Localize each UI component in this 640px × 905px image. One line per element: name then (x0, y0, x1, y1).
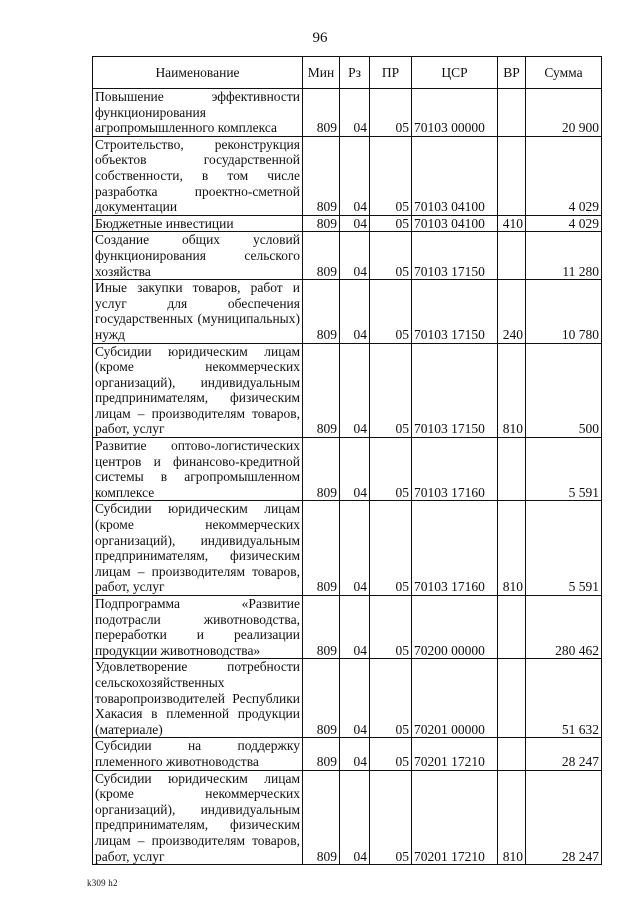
cell-rz: 04 (340, 438, 370, 501)
cell-rz: 04 (340, 215, 370, 232)
cell-pr: 05 (370, 215, 412, 232)
cell-pr: 05 (370, 232, 412, 280)
cell-vr: 810 (498, 770, 526, 865)
cell-rz: 04 (340, 280, 370, 343)
header-vr: ВР (498, 57, 526, 89)
cell-rz: 04 (340, 136, 370, 215)
cell-min: 809 (303, 215, 340, 232)
cell-pr: 05 (370, 659, 412, 738)
cell-csr: 70103 17160 (412, 501, 498, 596)
table-row (93, 89, 602, 137)
cell-name: Субсидии юридическим лицам (кроме некоммерческих организаций), индивидуальным предпринимателям, физическим лицам – производителям товаров, работ, услуг (93, 770, 303, 865)
cell-name: Строительство, реконструкция объектов государственной собственности, в том числе разработка проектно-сметной документации (93, 136, 303, 215)
cell-rz: 04 (340, 596, 370, 659)
cell-sum: 4 029 (526, 136, 602, 215)
cell-sum: 5 591 (526, 501, 602, 596)
cell-name: Подпрограмма «Развитие подотрасли животноводства, переработки и реализации продукции животноводства» (93, 596, 303, 659)
table-row (93, 596, 602, 659)
cell-min: 809 (303, 596, 340, 659)
header-rz: Рз (340, 57, 370, 89)
cell-min: 809 (303, 89, 340, 137)
cell-vr (498, 596, 526, 659)
cell-csr: 70103 17150 (412, 232, 498, 280)
cell-rz: 04 (340, 501, 370, 596)
cell-csr: 70201 17210 (412, 770, 498, 865)
cell-min: 809 (303, 232, 340, 280)
table-row (93, 501, 602, 596)
cell-rz: 04 (340, 770, 370, 865)
cell-pr: 05 (370, 501, 412, 596)
header-pr: ПР (370, 57, 412, 89)
cell-sum: 5 591 (526, 438, 602, 501)
cell-vr: 240 (498, 280, 526, 343)
cell-pr: 05 (370, 438, 412, 501)
table-row (93, 136, 602, 215)
cell-name: Субсидии на поддержку племенного животноводства (93, 738, 303, 770)
cell-name: Иные закупки товаров, работ и услуг для обеспечения государственных (муниципальных) нужд (93, 280, 303, 343)
cell-vr (498, 738, 526, 770)
table-row (93, 215, 602, 232)
cell-pr: 05 (370, 136, 412, 215)
cell-csr: 70103 17160 (412, 438, 498, 501)
cell-vr (498, 438, 526, 501)
cell-min: 809 (303, 438, 340, 501)
cell-vr: 810 (498, 501, 526, 596)
cell-pr: 05 (370, 343, 412, 438)
cell-vr (498, 89, 526, 137)
cell-min: 809 (303, 501, 340, 596)
cell-rz: 04 (340, 738, 370, 770)
cell-vr (498, 659, 526, 738)
table-row (93, 438, 602, 501)
cell-sum: 280 462 (526, 596, 602, 659)
header-min: Мин (303, 57, 340, 89)
cell-rz: 04 (340, 343, 370, 438)
cell-sum: 500 (526, 343, 602, 438)
cell-name: Субсидии юридическим лицам (кроме некоммерческих организаций), индивидуальным предпринимателям, физическим лицам – производителям товаров, работ, услуг (93, 501, 303, 596)
footer-code: k309 h2 (87, 878, 118, 888)
cell-csr: 70103 00000 (412, 89, 498, 137)
cell-min: 809 (303, 280, 340, 343)
cell-sum: 20 900 (526, 89, 602, 137)
cell-sum: 28 247 (526, 738, 602, 770)
cell-name: Субсидии юридическим лицам (кроме некоммерческих организаций), индивидуальным предпринимателям, физическим лицам – производителям товаров, работ, услуг (93, 343, 303, 438)
cell-csr: 70103 04100 (412, 136, 498, 215)
table-row (93, 232, 602, 280)
cell-sum: 51 632 (526, 659, 602, 738)
cell-rz: 04 (340, 659, 370, 738)
table-row (93, 738, 602, 770)
cell-csr: 70103 17150 (412, 343, 498, 438)
cell-min: 809 (303, 770, 340, 865)
page-number: 96 (312, 30, 328, 46)
cell-name: Создание общих условий функционирования сельского хозяйства (93, 232, 303, 280)
cell-csr: 70200 00000 (412, 596, 498, 659)
cell-vr: 410 (498, 215, 526, 232)
cell-name: Удовлетворение потребности сельскохозяйственных товаропроизводителей Республики Хакасия в племенной продукции (материале) (93, 659, 303, 738)
cell-rz: 04 (340, 89, 370, 137)
cell-csr: 70103 17150 (412, 280, 498, 343)
cell-min: 809 (303, 343, 340, 438)
cell-pr: 05 (370, 89, 412, 137)
budget-table (92, 56, 602, 865)
cell-name: Развитие оптово-логистических центров и финансово-кредитной системы в агропромышленном комплексе (93, 438, 303, 501)
table-row (93, 659, 602, 738)
cell-min: 809 (303, 136, 340, 215)
cell-pr: 05 (370, 738, 412, 770)
cell-csr: 70201 17210 (412, 738, 498, 770)
header-csr: ЦСР (412, 57, 498, 89)
cell-name: Бюджетные инвестиции (93, 215, 303, 232)
header-sum: Сумма (526, 57, 602, 89)
cell-vr (498, 232, 526, 280)
header-name: Наименование (93, 57, 303, 89)
cell-sum: 10 780 (526, 280, 602, 343)
cell-pr: 05 (370, 596, 412, 659)
cell-vr: 810 (498, 343, 526, 438)
cell-sum: 11 280 (526, 232, 602, 280)
table-row (93, 343, 602, 438)
table-header-row (93, 57, 602, 89)
cell-sum: 28 247 (526, 770, 602, 865)
cell-sum: 4 029 (526, 215, 602, 232)
cell-name: Повышение эффективности функционирования агропромышленного комплекса (93, 89, 303, 137)
cell-pr: 05 (370, 770, 412, 865)
cell-min: 809 (303, 659, 340, 738)
cell-csr: 70103 04100 (412, 215, 498, 232)
cell-rz: 04 (340, 232, 370, 280)
cell-csr: 70201 00000 (412, 659, 498, 738)
cell-pr: 05 (370, 280, 412, 343)
cell-vr (498, 136, 526, 215)
table-row (93, 770, 602, 865)
table-row (93, 280, 602, 343)
cell-min: 809 (303, 738, 340, 770)
